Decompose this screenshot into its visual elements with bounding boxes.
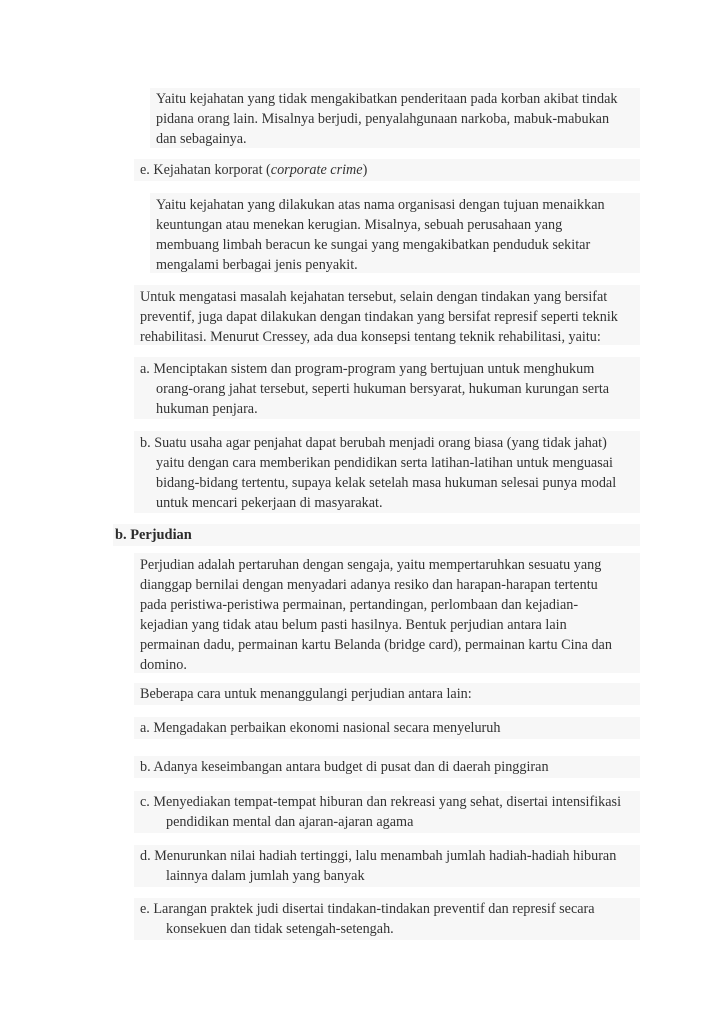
list-item-line: yaitu dengan cara memberikan pendidikan serta latihan-latihan untuk menguasai xyxy=(156,455,613,471)
section-heading-perjudian: b. Perjudian xyxy=(115,527,192,543)
paragraph-line: Yaitu kejahatan yang tidak mengakibatkan penderitaan pada korban akibat tindak xyxy=(156,91,618,107)
list-item-line: pendidikan mental dan ajaran-ajaran agama xyxy=(166,814,414,830)
paragraph-line: Perjudian adalah pertaruhan dengan sengaja, yaitu mempertaruhkan sesuatu yang xyxy=(140,557,602,573)
paragraph-line: Yaitu kejahatan yang dilakukan atas nama organisasi dengan tujuan menaikkan xyxy=(156,197,605,213)
paragraph-line: permainan dadu, permainan kartu Belanda (bridge card), permainan kartu Cina dan xyxy=(140,637,612,653)
paragraph-line: kejadian yang tidak atau belum pasti hasilnya. Bentuk perjudian antara lain xyxy=(140,617,567,633)
paragraph-line: dianggap bernilai dengan menyadari adanya resiko dan harapan-harapan tertentu xyxy=(140,577,598,593)
paragraph-line: Beberapa cara untuk menanggulangi perjudian antara lain: xyxy=(140,686,472,702)
list-item-line: a. Mengadakan perbaikan ekonomi nasional secara menyeluruh xyxy=(140,720,501,736)
list-item-line: untuk mencari pekerjaan di masyarakat. xyxy=(156,495,383,511)
paragraph-line: pada peristiwa-peristiwa permainan, pertandingan, perlombaan dan kejadian- xyxy=(140,597,579,613)
list-item-line: bidang-bidang tertentu, supaya kelak setelah masa hukuman selesai punya modal xyxy=(156,475,617,491)
section-heading-block xyxy=(113,524,640,546)
list-item-line: konsekuen dan tidak setengah-setengah. xyxy=(166,921,394,937)
paragraph-line: membuang limbah beracun ke sungai yang mengakibatkan penduduk sekitar xyxy=(156,237,591,253)
paragraph-line: keuntungan atau menekan kerugian. Misalnya, sebuah perusahaan yang xyxy=(156,217,563,233)
list-item-line: c. Menyediakan tempat-tempat hiburan dan rekreasi yang sehat, disertai intensifikasi xyxy=(140,794,622,810)
list-item-line: b. Adanya keseimbangan antara budget di pusat dan di daerah pinggiran xyxy=(140,759,549,775)
list-item-line: orang-orang jahat tersebut, seperti hukuman bersyarat, hukuman kurungan serta xyxy=(156,381,610,397)
list-item-line: a. Menciptakan sistem dan program-program yang bertujuan untuk menghukum xyxy=(140,361,595,377)
paragraph-line: Untuk mengatasi masalah kejahatan tersebut, selain dengan tindakan yang bersifat xyxy=(140,289,608,305)
paragraph-line: rehabilitasi. Menurut Cressey, ada dua konsepsi tentang teknik rehabilitasi, yaitu: xyxy=(140,329,601,345)
list-item-line: lainnya dalam jumlah yang banyak xyxy=(166,868,365,884)
list-item-line: d. Menurunkan nilai hadiah tertinggi, lalu menambah jumlah hadiah-hadiah hiburan xyxy=(140,848,617,864)
list-item-line: hukuman penjara. xyxy=(156,401,258,417)
italic-term: corporate crime xyxy=(270,162,363,178)
list-item-line: b. Suatu usaha agar penjahat dapat berubah menjadi orang biasa (yang tidak jahat) xyxy=(140,435,607,451)
paragraph-line: domino. xyxy=(140,657,187,673)
paragraph-line: mengalami berbagai jenis penyakit. xyxy=(156,257,358,273)
paragraph-line: dan sebagainya. xyxy=(156,131,247,147)
list-item-line: e. Larangan praktek judi disertai tindakan-tindakan preventif dan represif secara xyxy=(140,901,595,917)
subheading-corporate-crime: e. Kejahatan korporat (corporate crime) xyxy=(140,162,368,178)
paragraph-line: pidana orang lain. Misalnya berjudi, penyalahgunaan narkoba, mabuk-mabukan xyxy=(156,111,610,127)
paragraph-line: preventif, juga dapat dilakukan dengan tindakan yang bersifat represif seperti teknik xyxy=(140,309,618,325)
